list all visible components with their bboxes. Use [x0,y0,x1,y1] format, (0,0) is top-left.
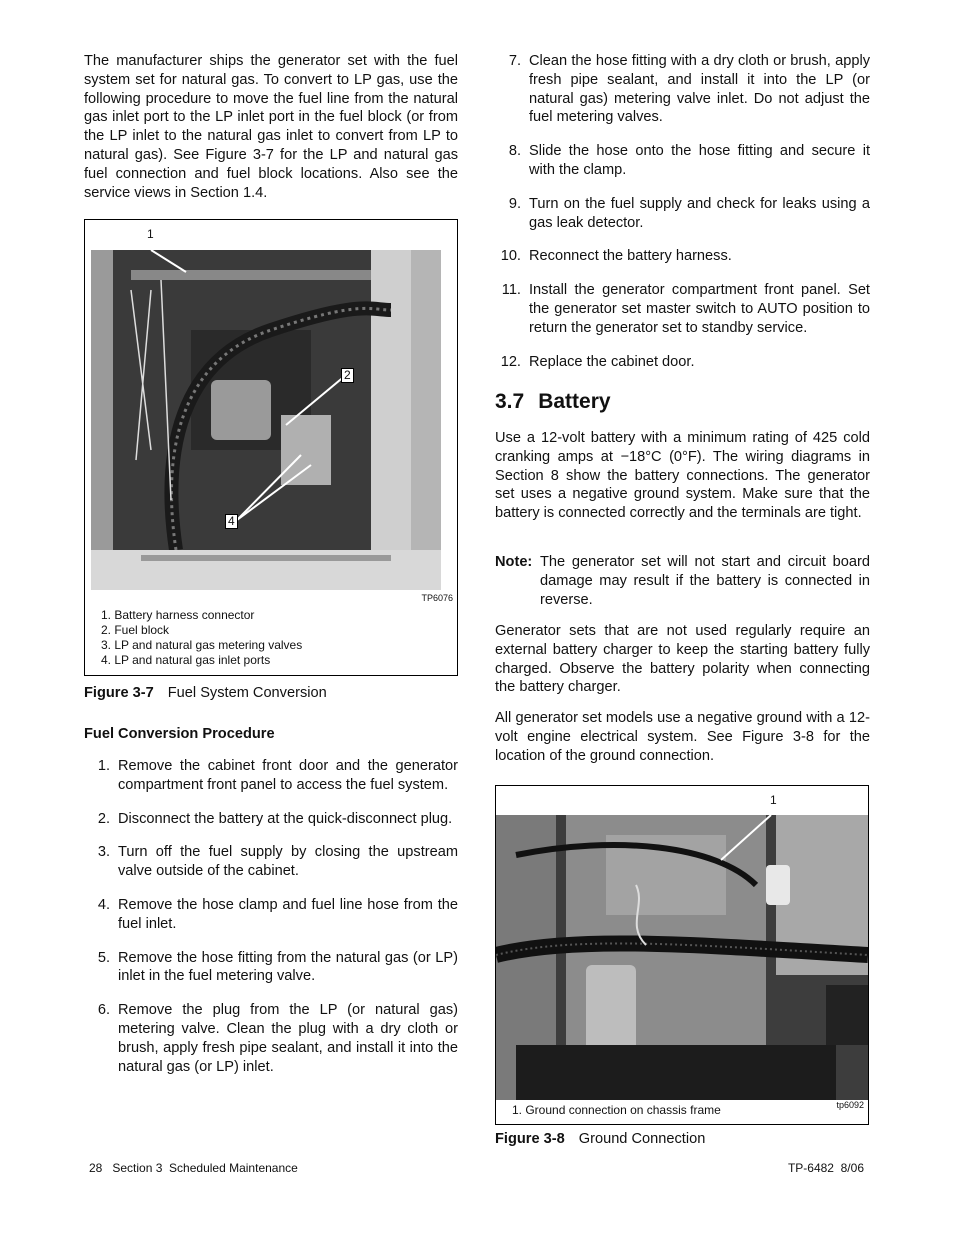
step-item [84,896,458,934]
footer-right: TP-6482 8/06 [787,1161,864,1175]
step-number: 10. [500,248,521,265]
section-title: Battery [538,390,611,413]
battery-text: Generator sets that are not used regularly require an external battery charger to keep the starting battery fully charged. Observe the battery polarity when connecting the battery charger. [495,623,870,696]
step-item [495,281,870,337]
note-label: Note: [495,554,533,570]
battery-paragraph-2 [495,622,870,697]
section-heading [495,390,611,414]
figure-3-7-caption [84,685,327,701]
figure-legend [512,1103,721,1118]
figure-title: Fuel System Conversion [167,685,327,701]
battery-text: All generator set models use a negative ground with a 12-volt engine electrical system. See Figure 3-8 for the location of the ground connection. [495,710,870,764]
step-text: Clean the hose fitting with a dry cloth or brush, apply fresh pipe sealant, and install it into the LP (or natural gas) metering valve inlet. Do not adjust the fuel metering valves. [529,53,870,126]
figure-3-7 [84,219,458,676]
step-item [84,757,458,795]
step-text: Turn off the fuel supply by closing the upstream valve outside of the cabinet. [118,844,458,880]
fuel-system-photo [91,250,441,590]
callout-4: 4 [225,514,238,529]
step-text: Remove the hose fitting from the natural gas (or LP) inlet in the fuel metering valve. [118,949,458,985]
legend-item: 2. Fuel block [101,623,170,637]
step-number: 6. [97,1002,110,1019]
figure-3-8 [495,785,869,1125]
figure-tp-number: tp6092 [836,1100,864,1110]
legend-item: 1. Battery harness connector [101,608,255,622]
step-item [84,843,458,881]
step-number: 3. [97,844,110,861]
legend-item: 1. Ground connection on chassis frame [512,1103,721,1117]
procedure-steps-left [84,757,458,1091]
intro-paragraph [84,52,458,202]
step-text: Slide the hose onto the hose fitting and secure it with the clamp. [529,143,870,178]
callout-1: 1 [770,793,777,807]
fuel-system-illustration [91,250,441,590]
step-number: 2. [97,810,110,827]
step-text: Remove the hose clamp and fuel line hose from the fuel inlet. [118,896,458,932]
step-text: Replace the cabinet door. [529,353,695,370]
step-item [84,949,458,987]
step-number: 5. [97,949,110,966]
procedure-heading: Fuel Conversion Procedure [84,726,275,742]
step-number: 1. [97,758,110,774]
figure-tp-number: TP6076 [421,593,453,603]
step-number: 8. [508,143,521,160]
ground-connection-illustration [496,815,868,1100]
step-item [495,247,870,266]
step-text: Disconnect the battery at the quick-disconnect plug. [118,810,453,827]
figure-number: Figure 3-7 [84,685,154,701]
step-text: Remove the plug from the LP (or natural gas) metering valve. Clean the plug with a dry cloth or brush, apply fresh pipe sealant, and install it into the natural gas (or LP) inlet. [118,1002,458,1075]
step-number: 7. [508,53,521,69]
step-text: Install the generator compartment front panel. Set the generator set master switch to AUTO position to return the generator set to standby service. [529,282,870,336]
legend-item: 3. LP and natural gas metering valves [101,638,303,652]
intro-text: The manufacturer ships the generator set with the fuel system set for natural gas. To convert to LP gas, use the following procedure to move the fuel line from the natural gas inlet port to the LP inlet port in the fuel block (or from the LP inlet to the natural gas inlet to convert from LP to natural gas). See Figure 3-7 for the LP and natural gas fuel connection and fuel block locations. Also see the service views in Section 1.4. [84,53,458,201]
step-item [495,353,870,372]
step-number: 12. [500,353,521,370]
callout-2: 2 [341,368,354,383]
note-text: The generator set will not start and circuit board damage may result if the battery is connected in reverse. [540,554,870,608]
step-number: 11. [501,282,521,299]
note-block [495,553,870,609]
step-text: Reconnect the battery harness. [529,248,732,265]
step-text: Remove the cabinet front door and the generator compartment front panel to access the fuel system. [118,758,458,793]
figure-number: Figure 3-8 [495,1131,565,1147]
figure-3-8-caption [495,1131,705,1147]
step-item [84,1001,458,1076]
battery-paragraph-1 [495,429,870,523]
step-number: 4. [97,896,110,913]
step-item [495,52,870,127]
step-item [495,142,870,180]
figure-legend [101,608,302,668]
legend-item: 4. LP and natural gas inlet ports [101,653,271,667]
callout-1: 1 [147,227,154,241]
step-item [495,195,870,233]
ground-connection-photo [496,815,868,1100]
battery-text: Use a 12-volt battery with a minimum rating of 425 cold cranking amps at −18°C (0°F). The wiring diagrams in Section 8 show the battery connections. The generator set uses a negative ground system. Make sure that the battery is connected correctly and the terminals are tight. [495,430,870,522]
step-item [84,810,458,829]
battery-paragraph-3 [495,709,870,765]
step-number: 9. [508,195,521,212]
step-text: Turn on the fuel supply and check for leaks using a gas leak detector. [529,195,870,231]
footer-left: 28 Section 3 Scheduled Maintenance [89,1161,298,1175]
figure-title: Ground Connection [578,1131,706,1147]
section-number: 3.7 [495,390,525,413]
procedure-steps-right [495,52,870,386]
